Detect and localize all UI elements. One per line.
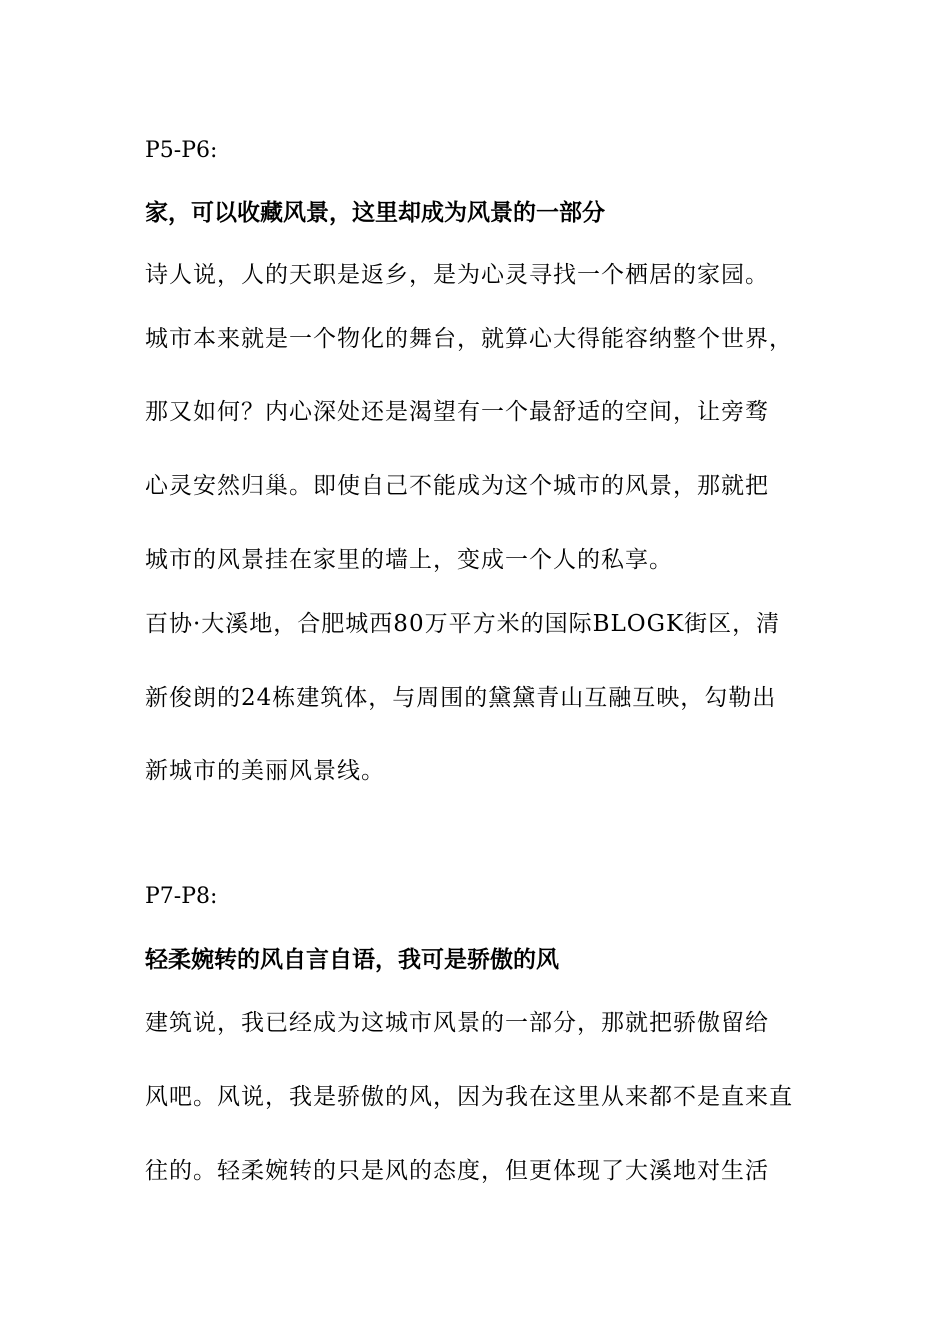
paragraph-line: 心灵安然归巢。即使自己不能成为这个城市的风景，那就把 (145, 473, 769, 499)
section-label-p7-p8: P7-P8: (145, 884, 218, 909)
section-label-p5-p6: P5-P6: (145, 138, 218, 163)
paragraph-line: 新俊朗的24栋建筑体，与周围的黛黛青山互融互映，勾勒出 (145, 685, 777, 711)
section-heading-p7-p8: 轻柔婉转的风自言自语，我可是骄傲的风 (145, 947, 559, 973)
paragraph-line: 风吧。风说，我是骄傲的风，因为我在这里从来都不是直来直 (145, 1084, 793, 1110)
paragraph-line: 往的。轻柔婉转的只是风的态度，但更体现了大溪地对生活 (145, 1158, 769, 1184)
paragraph-line: 百协·大溪地，合肥城西80万平方米的国际BLOGK街区，清 (145, 611, 781, 637)
paragraph-line: 城市本来就是一个物化的舞台，就算心大得能容纳整个世界， (145, 326, 793, 352)
paragraph-line: 建筑说，我已经成为这城市风景的一部分，那就把骄傲留给 (145, 1010, 769, 1036)
section-heading-p5-p6: 家，可以收藏风景，这里却成为风景的一部分 (145, 200, 605, 226)
paragraph-line: 新城市的美丽风景线。 (145, 758, 385, 784)
paragraph-line: 城市的风景挂在家里的墙上，变成一个人的私享。 (145, 547, 673, 573)
paragraph-line: 诗人说，人的天职是返乡，是为心灵寻找一个栖居的家园。 (145, 262, 769, 288)
paragraph-line: 那又如何？内心深处还是渴望有一个最舒适的空间，让旁骛 (145, 399, 769, 425)
